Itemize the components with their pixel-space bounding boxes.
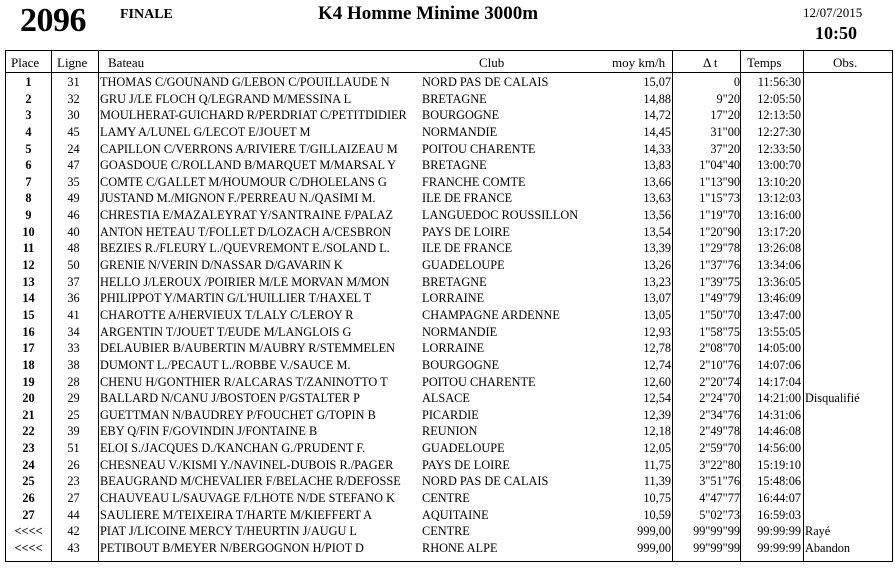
table-row <box>6 440 892 457</box>
cell-place: 2 <box>25 91 32 106</box>
cell-temps: 14:05:00 <box>757 341 801 356</box>
cell-temps: 13:00:70 <box>757 158 801 173</box>
table-row <box>6 340 892 357</box>
cell-speed: 12,05 <box>643 441 671 456</box>
cell-ligne: 23 <box>67 474 80 489</box>
cell-ligne: 41 <box>67 307 80 322</box>
cell-club: BOURGOGNE <box>422 357 500 372</box>
cell-bateau: CAPILLON C/VERRONS A/RIVIERE T/GILLAIZEAU M <box>100 141 398 156</box>
cell-bateau: DELAUBIER B/AUBERTIN M/AUBRY R/STEMMELEN <box>100 341 395 356</box>
cell-temps: 13:12:03 <box>757 191 801 206</box>
cell-temps: 13:36:05 <box>757 274 801 289</box>
cell-bateau: GRENIE N/VERIN D/NASSAR D/GAVARIN K <box>100 258 343 273</box>
cell-club: ILE DE FRANCE <box>422 241 513 256</box>
cell-delta: 2"34"76 <box>699 407 740 422</box>
cell-temps: 13:10:20 <box>757 174 801 189</box>
cell-delta: 1"49"79 <box>699 291 740 306</box>
cell-bateau: CHAUVEAU L/SAUVAGE F/LHOTE N/DE STEFANO K <box>100 491 396 506</box>
cell-speed: 13,56 <box>643 208 671 223</box>
table-row <box>6 423 892 440</box>
cell-bateau: ANTON HETEAU T/FOLLET D/LOZACH A/CESBRON <box>100 224 392 239</box>
table-row <box>6 207 892 224</box>
table-row <box>6 190 892 207</box>
table-row <box>6 74 892 91</box>
cell-delta: 2"20"74 <box>699 374 740 389</box>
cell-temps: 99:99:99 <box>757 524 801 539</box>
cell-bateau: ELOI S./JACQUES D./KANCHAN G./PRUDENT F. <box>100 441 366 456</box>
cell-place: 13 <box>22 274 35 289</box>
table-row <box>6 540 892 557</box>
cell-speed: 13,05 <box>643 307 671 322</box>
cell-temps: 13:34:06 <box>757 258 801 273</box>
cell-temps: 11:56:30 <box>757 75 801 89</box>
cell-bateau: CHESNEAU V./KISMI Y./NAVINEL-DUBOIS R./PAGER <box>100 457 394 472</box>
cell-delta: 5"02"73 <box>699 507 740 522</box>
cell-ligne: 38 <box>67 357 80 372</box>
cell-temps: 16:59:03 <box>757 507 801 522</box>
race-stage: FINALE <box>120 7 173 22</box>
cell-bateau: EBY Q/FIN F/GOVINDIN J/FONTAINE B <box>100 424 318 439</box>
col-header-speed: moy km/h <box>612 55 666 70</box>
table-row <box>6 224 892 241</box>
race-number: 2096 <box>20 2 86 39</box>
cell-delta: 1"58"75 <box>699 324 740 339</box>
cell-ligne: 44 <box>67 507 80 522</box>
cell-bateau: HELLO J/LEROUX /POIRIER M/LE MORVAN M/MON <box>100 274 390 289</box>
cell-bateau: PIAT J/LICOINE MERCY T/HEURTIN J/AUGU L <box>100 524 357 539</box>
race-title: K4 Homme Minime 3000m <box>318 3 539 24</box>
table-header <box>6 51 892 73</box>
cell-delta: 1"50"70 <box>699 307 740 322</box>
cell-place: 3 <box>25 108 32 123</box>
cell-delta: 1"04"40 <box>699 158 740 173</box>
table-row <box>6 457 892 474</box>
cell-club: CENTRE <box>422 524 470 539</box>
cell-delta: 2"59"70 <box>699 441 740 456</box>
col-header-obs: Obs. <box>833 55 858 70</box>
cell-speed: 12,93 <box>643 324 671 339</box>
cell-place: <<<< <box>14 540 43 555</box>
cell-temps: 12:33:50 <box>757 141 801 156</box>
cell-place: 26 <box>22 491 35 506</box>
cell-club: POITOU CHARENTE <box>422 374 536 389</box>
cell-delta: 1"13"90 <box>699 174 740 189</box>
cell-bateau: THOMAS C/GOUNAND G/LEBON C/POUILLAUDE N <box>100 75 390 89</box>
cell-speed: 999,00 <box>637 540 671 555</box>
race-date: 12/07/2015 <box>803 5 863 20</box>
cell-temps: 13:55:05 <box>757 324 801 339</box>
cell-ligne: 42 <box>67 524 80 539</box>
cell-ligne: 30 <box>67 108 80 123</box>
cell-place: 27 <box>22 507 35 522</box>
cell-place: 12 <box>22 258 35 273</box>
cell-place: 14 <box>22 291 35 306</box>
cell-club: LORRAINE <box>422 291 485 306</box>
cell-temps: 14:56:00 <box>757 441 801 456</box>
cell-ligne: 51 <box>67 441 80 456</box>
cell-club: ILE DE FRANCE <box>422 191 513 206</box>
cell-speed: 12,74 <box>643 357 671 372</box>
cell-ligne: 32 <box>67 91 80 106</box>
cell-obs: Disqualifié <box>805 391 860 406</box>
cell-speed: 10,59 <box>643 507 671 522</box>
cell-speed: 12,54 <box>643 391 671 406</box>
cell-place: 15 <box>22 307 35 322</box>
cell-delta: 2"08"70 <box>699 341 740 356</box>
table-row <box>6 290 892 307</box>
cell-club: BRETAGNE <box>422 158 487 173</box>
cell-speed: 12,78 <box>643 341 671 356</box>
cell-club: GUADELOUPE <box>422 441 505 456</box>
col-header-delta: Δ t <box>703 55 718 70</box>
cell-temps: 14:31:06 <box>757 407 801 422</box>
table-row <box>6 307 892 324</box>
cell-ligne: 43 <box>67 540 80 555</box>
cell-temps: 13:46:09 <box>757 291 801 306</box>
table-row <box>6 240 892 257</box>
cell-delta: 9"20 <box>716 91 740 106</box>
table-row <box>6 357 892 374</box>
cell-club: NORD PAS DE CALAIS <box>422 75 549 89</box>
cell-club: NORMANDIE <box>422 324 498 339</box>
cell-place: 11 <box>22 241 35 256</box>
cell-delta: 4"47"77 <box>699 491 740 506</box>
cell-temps: 12:13:50 <box>757 108 801 123</box>
cell-speed: 14,45 <box>643 124 671 139</box>
cell-temps: 12:27:30 <box>757 124 801 139</box>
cell-ligne: 48 <box>67 241 80 256</box>
cell-ligne: 26 <box>67 457 80 472</box>
cell-place: 1 <box>25 75 32 89</box>
cell-speed: 13,26 <box>643 258 671 273</box>
cell-place: 24 <box>22 457 35 472</box>
col-header-bateau: Bateau <box>108 55 145 70</box>
cell-bateau: GUETTMAN N/BAUDREY P/FOUCHET G/TOPIN B <box>100 407 376 422</box>
cell-place: 16 <box>22 324 35 339</box>
cell-ligne: 25 <box>67 407 80 422</box>
cell-temps: 15:19:10 <box>757 457 801 472</box>
cell-ligne: 28 <box>67 374 80 389</box>
cell-speed: 13,83 <box>643 158 671 173</box>
cell-club: NORMANDIE <box>422 124 498 139</box>
cell-speed: 13,39 <box>643 241 671 256</box>
cell-ligne: 35 <box>67 174 80 189</box>
cell-delta: 1"39"75 <box>699 274 740 289</box>
table-row <box>6 490 892 507</box>
cell-place: 23 <box>22 441 35 456</box>
cell-delta: 1"29"78 <box>699 241 740 256</box>
cell-club: NORD PAS DE CALAIS <box>422 474 549 489</box>
table-row <box>6 324 892 341</box>
cell-speed: 14,72 <box>643 108 671 123</box>
cell-place: 25 <box>22 474 35 489</box>
cell-ligne: 49 <box>67 191 80 206</box>
cell-place: 4 <box>25 124 32 139</box>
cell-club: BRETAGNE <box>422 274 487 289</box>
cell-club: LANGUEDOC ROUSSILLON <box>422 208 579 223</box>
table-row <box>6 523 892 540</box>
cell-ligne: 40 <box>67 224 80 239</box>
cell-delta: 3"22"80 <box>699 457 740 472</box>
cell-ligne: 34 <box>67 324 80 339</box>
cell-club: LORRAINE <box>422 341 485 356</box>
cell-temps: 14:46:08 <box>757 424 801 439</box>
cell-speed: 999,00 <box>637 524 671 539</box>
cell-bateau: COMTE C/GALLET M/HOUMOUR C/DHOLELANS G <box>100 174 387 189</box>
cell-bateau: ARGENTIN T/JOUET T/EUDE M/LANGLOIS G <box>100 324 352 339</box>
cell-speed: 10,75 <box>643 491 671 506</box>
cell-ligne: 33 <box>67 341 80 356</box>
col-header-place: Place <box>11 55 40 70</box>
results-table <box>5 50 893 562</box>
col-header-temps: Temps <box>747 55 782 70</box>
cell-ligne: 24 <box>67 141 80 156</box>
table-row <box>6 124 892 141</box>
cell-temps: 13:26:08 <box>757 241 801 256</box>
cell-speed: 15,07 <box>643 75 671 89</box>
cell-speed: 11,39 <box>643 474 671 489</box>
cell-delta: 31"00 <box>710 124 740 139</box>
cell-place: 5 <box>25 141 32 156</box>
cell-club: PICARDIE <box>422 407 479 422</box>
cell-temps: 13:17:20 <box>757 224 801 239</box>
cell-bateau: DUMONT L./PECAUT L./ROBBE V./SAUCE M. <box>100 357 351 372</box>
cell-bateau: SAULIERE M/TEIXEIRA T/HARTE M/KIEFFERT A <box>100 507 373 522</box>
cell-obs: Rayé <box>805 524 831 539</box>
cell-club: GUADELOUPE <box>422 258 505 273</box>
cell-ligne: 45 <box>67 124 80 139</box>
cell-delta: 2"49"78 <box>699 424 740 439</box>
cell-temps: 12:05:50 <box>757 91 801 106</box>
table-row <box>6 390 892 407</box>
cell-place: 18 <box>22 357 35 372</box>
cell-bateau: GOASDOUE C/ROLLAND B/MARQUET M/MARSAL Y <box>100 158 397 173</box>
cell-speed: 13,23 <box>643 274 671 289</box>
cell-speed: 12,18 <box>643 424 671 439</box>
cell-bateau: GRU J/LE FLOCH Q/LEGRAND M/MESSINA L <box>100 91 352 106</box>
table-body <box>6 74 892 557</box>
cell-club: AQUITAINE <box>422 507 489 522</box>
cell-delta: 2"10"76 <box>699 357 740 372</box>
cell-club: FRANCHE COMTE <box>422 174 526 189</box>
cell-bateau: CHENU H/GONTHIER R/ALCARAS T/ZANINOTTO T <box>100 374 388 389</box>
cell-place: 17 <box>22 341 35 356</box>
cell-delta: 99"99"99 <box>693 524 740 539</box>
cell-speed: 14,88 <box>643 91 671 106</box>
cell-delta: 1"37"76 <box>699 258 740 273</box>
cell-temps: 13:47:00 <box>757 307 801 322</box>
cell-bateau: BALLARD N/CANU J/BOSTOEN P/GSTALTER P <box>100 391 361 406</box>
cell-club: ALSACE <box>422 391 470 406</box>
cell-speed: 11,75 <box>643 457 671 472</box>
cell-speed: 13,63 <box>643 191 671 206</box>
cell-temps: 16:44:07 <box>757 491 801 506</box>
cell-place: 19 <box>22 374 35 389</box>
cell-club: PAYS DE LOIRE <box>422 224 510 239</box>
cell-club: PAYS DE LOIRE <box>422 457 510 472</box>
cell-ligne: 37 <box>67 274 80 289</box>
cell-temps: 14:21:00 <box>757 391 801 406</box>
cell-place: <<<< <box>14 524 43 539</box>
cell-ligne: 50 <box>67 258 80 273</box>
cell-place: 6 <box>25 158 32 173</box>
cell-club: REUNION <box>422 424 478 439</box>
race-time: 10:50 <box>815 23 857 43</box>
cell-club: BRETAGNE <box>422 91 487 106</box>
cell-club: CENTRE <box>422 491 470 506</box>
cell-speed: 14,33 <box>643 141 671 156</box>
cell-obs: Abandon <box>805 540 851 555</box>
cell-speed: 12,39 <box>643 407 671 422</box>
cell-place: 10 <box>22 224 35 239</box>
cell-club: RHONE ALPE <box>422 540 498 555</box>
table-row <box>6 174 892 191</box>
cell-ligne: 39 <box>67 424 80 439</box>
cell-bateau: BEZIES R./FLEURY L./QUEVREMONT E./SOLAND L. <box>100 241 390 256</box>
table-row <box>6 107 892 124</box>
table-row <box>6 507 892 524</box>
col-header-ligne: Ligne <box>57 55 88 70</box>
table-row <box>6 157 892 174</box>
cell-bateau: BEAUGRAND M/CHEVALIER F/BELACHE R/DEFOSSE <box>100 474 401 489</box>
cell-club: POITOU CHARENTE <box>422 141 536 156</box>
cell-club: CHAMPAGNE ARDENNE <box>422 307 560 322</box>
cell-delta: 37"20 <box>710 141 740 156</box>
cell-ligne: 29 <box>67 391 80 406</box>
table-row <box>6 257 892 274</box>
cell-speed: 12,60 <box>643 374 671 389</box>
cell-ligne: 36 <box>67 291 80 306</box>
cell-delta: 1"19"70 <box>699 208 740 223</box>
table-row <box>6 374 892 391</box>
cell-place: 20 <box>22 391 35 406</box>
cell-place: 22 <box>22 424 35 439</box>
cell-place: 7 <box>25 174 32 189</box>
cell-temps: 13:16:00 <box>757 208 801 223</box>
cell-bateau: JUSTAND M./MIGNON F./PERREAU N./QASIMI M. <box>100 191 376 206</box>
cell-delta: 3"51"76 <box>699 474 740 489</box>
cell-delta: 2"24"70 <box>699 391 740 406</box>
cell-temps: 99:99:99 <box>757 540 801 555</box>
cell-delta: 1"15"73 <box>699 191 740 206</box>
col-header-club: Club <box>479 55 505 70</box>
cell-delta: 17"20 <box>710 108 740 123</box>
cell-delta: 1"20"90 <box>699 224 740 239</box>
cell-bateau: LAMY A/LUNEL G/LECOT E/JOUET M <box>100 124 311 139</box>
cell-temps: 15:48:06 <box>757 474 801 489</box>
cell-temps: 14:17:04 <box>757 374 801 389</box>
results-header <box>0 0 895 48</box>
table-row <box>6 141 892 158</box>
table-row <box>6 473 892 490</box>
cell-club: BOURGOGNE <box>422 108 500 123</box>
cell-speed: 13,07 <box>643 291 671 306</box>
cell-ligne: 31 <box>67 75 80 89</box>
cell-place: 8 <box>25 191 32 206</box>
cell-place: 9 <box>25 208 32 223</box>
cell-place: 21 <box>22 407 35 422</box>
cell-bateau: PETIBOUT B/MEYER N/BERGOGNON H/PIOT D <box>100 540 364 555</box>
cell-speed: 13,54 <box>643 224 671 239</box>
table-row <box>6 91 892 108</box>
cell-ligne: 27 <box>67 491 80 506</box>
cell-bateau: PHILIPPOT Y/MARTIN G/L'HUILLIER T/HAXEL T <box>100 291 372 306</box>
cell-delta: 99"99"99 <box>693 540 740 555</box>
table-row <box>6 407 892 424</box>
cell-bateau: MOULHERAT-GUICHARD R/PERDRIAT C/PETITDIDIER <box>100 108 407 123</box>
cell-ligne: 46 <box>67 208 80 223</box>
cell-bateau: CHRESTIA E/MAZALEYRAT Y/SANTRAINE F/PALAZ <box>100 208 393 223</box>
cell-ligne: 47 <box>67 158 80 173</box>
cell-temps: 14:07:06 <box>757 357 801 372</box>
cell-speed: 13,66 <box>643 174 671 189</box>
cell-bateau: CHAROTTE A/HERVIEUX T/LALY C/LEROY R <box>100 307 354 322</box>
cell-delta: 0 <box>733 75 740 89</box>
table-row <box>6 274 892 291</box>
